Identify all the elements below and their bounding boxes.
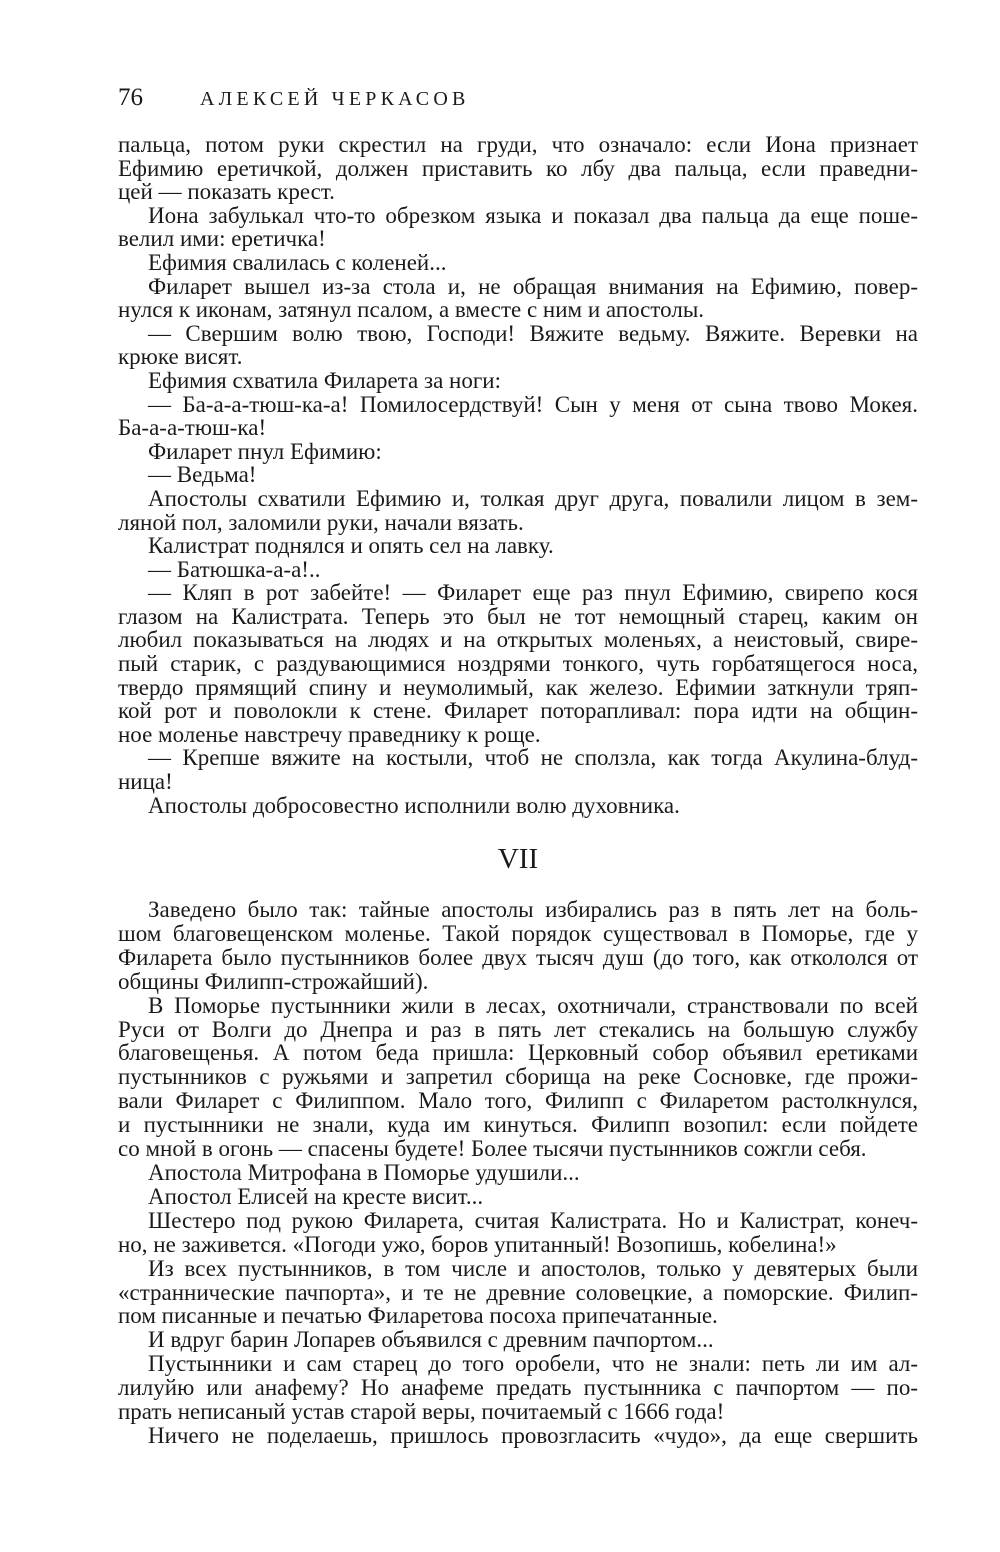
text-line: но, не заживется. «Погоди ужо, боров упитанный! Возопишь, кобелина!» <box>118 1231 837 1257</box>
text-line: — Свершим волю твою, Господи! Вяжите ведьму. Вяжите. Веревки на <box>148 320 918 346</box>
text-line: Ничего не поделаешь, пришлось провозгласить «чудо», да еще свершить <box>148 1422 918 1448</box>
text-line: Ефимия схватила Филарета за ноги: <box>148 367 501 393</box>
text-line: цей — показать крест. <box>118 179 335 205</box>
text-line: Иона забулькал что-то обрезком языка и показал два пальца да еще поше- <box>148 202 918 228</box>
text-line: ляной пол, заломили руки, начали вязать. <box>118 509 524 535</box>
text-line: — Крепше вяжите на костыли, чтоб не сползла, как тогда Акулина-блуд- <box>148 745 918 771</box>
text-line: прать неписаный устав старой веры, почитаемый с 1666 года! <box>118 1399 725 1425</box>
text-line: Ефимия свалилась с коленей... <box>148 249 447 275</box>
text-line: и пустынники не знали, куда им кинуться. Филипп возопил: если пойдете <box>118 1112 918 1138</box>
text-line: Из всех пустынников, в том числе и апостолов, только у девятерых были <box>148 1255 918 1281</box>
text-line: Филарет вышел из-за стола и, не обращая внимания на Ефимию, повер- <box>148 273 918 299</box>
text-line: Заведено было так: тайные апостолы избирались раз в пять лет на боль- <box>148 897 918 922</box>
text-line: И вдруг барин Лопарев объявился с древним пачпортом... <box>148 1327 714 1353</box>
text-line: пом писанные и печатью Филаретова посоха припечатанные. <box>118 1303 718 1329</box>
text-line: глазом на Калистрата. Теперь это был не тот немощный старец, каким он <box>118 603 918 629</box>
text-line: — Кляп в рот забейте! — Филарет еще раз пнул Ефимию, свирепо кося <box>148 580 918 606</box>
text-line: благовещенья. А потом беда пришла: Церковный собор объявил еретиками <box>118 1040 918 1066</box>
text-line: Руси от Волги до Днепра и раз в пять лет стекались на большую службу <box>118 1016 918 1042</box>
running-header-author: АЛЕКСЕЙ ЧЕРКАСОВ <box>200 88 470 110</box>
text-line: нулся к иконам, затянул псалом, а вместе с ним и апостолы. <box>118 297 705 323</box>
text-line: Ба-а-а-тюш-ка! <box>118 415 267 441</box>
text-line: твердо прямящий спину и неумолимый, как железо. Ефимии заткнули тряп- <box>118 674 918 700</box>
text-line: — Батюшка-а-а!.. <box>148 556 321 582</box>
text-line: крюке висят. <box>118 344 243 370</box>
text-line: общины Филипп-строжайший). <box>118 968 429 994</box>
text-line: «страннические пачпорта», и те не древние соловецкие, а поморские. Филип- <box>118 1279 918 1305</box>
text-line: Апостолы добросовестно исполнили волю духовника. <box>148 792 680 818</box>
text-line: вали Филарет с Филиппом. Мало того, Филипп с Филаретом растолкнулся, <box>118 1088 918 1114</box>
text-line: лилуйю или анафему? Но анафеме предать пустынника с пачпортом — по- <box>118 1375 918 1401</box>
text-line: пый старик, с раздувающимися ноздрями тонкого, чуть горбатящегося носа, <box>118 651 918 677</box>
text-line: любил показываться на людях и на открытых моленьях, а неистовый, свире- <box>118 627 918 653</box>
text-line: Шестеро под рукою Филарета, считая Калистрата. Но и Калистрат, конеч- <box>148 1207 918 1233</box>
chapter-heading: VII <box>497 843 539 875</box>
section-1-text <box>118 133 918 817</box>
text-line: Апостола Митрофана в Поморье удушили... <box>148 1159 580 1185</box>
text-line: велил ими: еретичка! <box>118 226 326 252</box>
text-line: Апостолы схватили Ефимию и, толкая друг друга, повалили лицом в зем- <box>148 485 918 511</box>
text-line: кой рот и поволокли к стене. Филарет поторапливал: пора идти на общин- <box>118 698 918 724</box>
text-line: В Поморье пустынники жили в лесах, охотничали, странствовали по всей <box>148 992 918 1018</box>
text-line: пустынников с ружьями и запретил сборища на реке Сосновке, где прожи- <box>118 1064 918 1090</box>
page-number: 76 <box>118 84 143 111</box>
text-line: пальца, потом руки скрестил на груди, что означало: если Иона признает <box>118 132 918 157</box>
text-line: Филарета было пустынников более двух тысяч душ (до того, как откололся от <box>118 944 918 970</box>
text-line: со мной в огонь — спасены будете! Более тысячи пустынников сожгли себя. <box>118 1136 867 1162</box>
text-line: Филарет пнул Ефимию: <box>148 438 382 464</box>
section-2-text <box>118 898 918 1448</box>
text-line: — Ведьма! <box>148 462 257 488</box>
text-line: — Ба-а-а-тюш-ка-а! Помилосердствуй! Сын у меня от сына твово Мокея. <box>148 391 918 417</box>
text-line: ное моленье навстречу праведнику к роще. <box>118 721 541 747</box>
text-line: ница! <box>118 769 173 795</box>
text-line: Калистрат поднялся и опять сел на лавку. <box>148 533 554 559</box>
text-line: Апостол Елисей на кресте висит... <box>148 1183 484 1209</box>
text-line: Пустынники и сам старец до того оробели, что не знали: петь ли им ал- <box>148 1351 918 1377</box>
text-line: Ефимию еретичкой, должен приставить ко лбу два пальца, если праведни- <box>118 155 918 181</box>
text-line: шом благовещенском моленье. Такой порядок существовал в Поморье, где у <box>118 920 918 946</box>
